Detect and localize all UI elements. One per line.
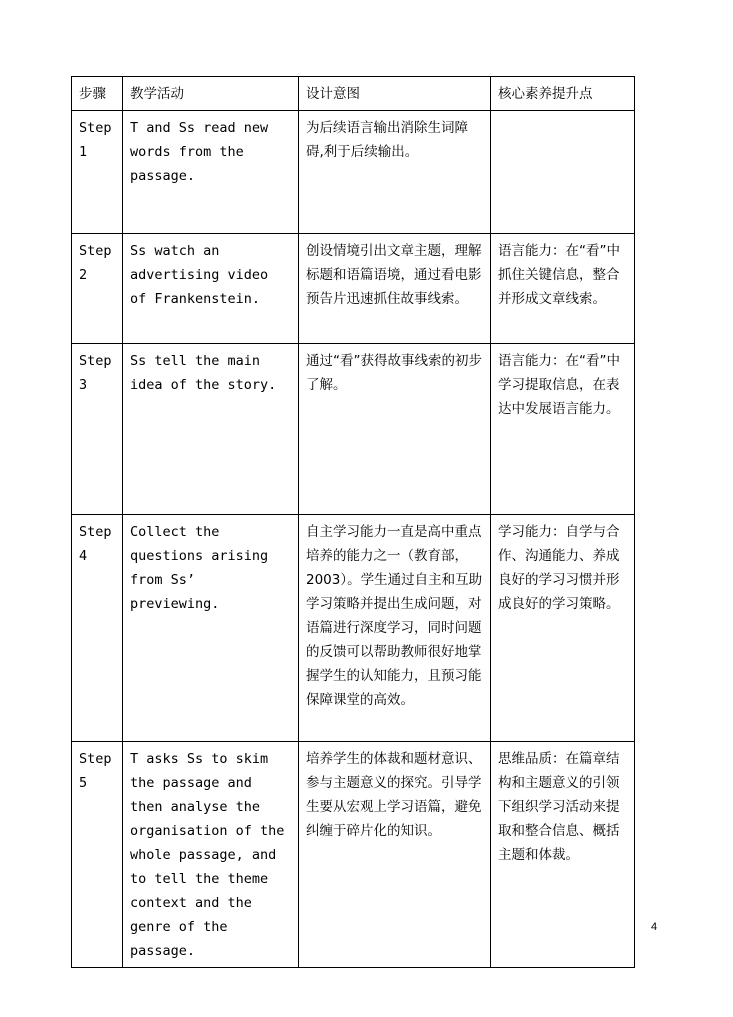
lesson-plan-table [71,76,635,968]
literacy-cell: 语言能力：在“看”中抓住关键信息，整合并形成文章线索。 [491,234,635,344]
header-purpose: 设计意图 [299,77,491,111]
header-step: 步骤 [72,77,123,111]
purpose-cell: 通过“看”获得故事线索的初步了解。 [299,344,491,515]
table-row [72,234,635,344]
table-row [72,742,635,968]
header-activity: 教学活动 [123,77,299,111]
page-number: 4 [651,921,658,933]
activity-cell: T and Ss read new words from the passage. [123,111,299,234]
activity-cell: Ss tell the main idea of the story. [123,344,299,515]
purpose-cell: 创设情境引出文章主题，理解标题和语篇语境，通过看电影预告片迅速抓住故事线索。 [299,234,491,344]
step-cell: Step 1 [72,111,123,234]
activity-cell: Ss watch an advertising video of Frankenstein. [123,234,299,344]
step-cell: Step 2 [72,234,123,344]
literacy-cell: 语言能力：在“看”中学习提取信息，在表达中发展语言能力。 [491,344,635,515]
table-header-row [72,77,635,111]
table-row [72,515,635,742]
activity-cell: Collect the questions arising from Ss’ previewing. [123,515,299,742]
literacy-cell: 思维品质：在篇章结构和主题意义的引领下组织学习活动来提取和整合信息、概括主题和体裁。 [491,742,635,968]
table-row [72,344,635,515]
purpose-cell: 培养学生的体裁和题材意识、参与主题意义的探究。引导学生要从宏观上学习语篇，避免纠缠于碎片化的知识。 [299,742,491,968]
step-cell: Step 4 [72,515,123,742]
literacy-cell: 学习能力：自学与合作、沟通能力、养成良好的学习习惯并形成良好的学习策略。 [491,515,635,742]
step-cell: Step 5 [72,742,123,968]
step-cell: Step 3 [72,344,123,515]
purpose-cell: 自主学习能力一直是高中重点培养的能力之一（教育部，2003）。学生通过自主和互助学习策略并提出生成问题，对语篇进行深度学习，同时问题的反馈可以帮助教师很好地掌握学生的认知能力，且预习能保障课堂的高效。 [299,515,491,742]
purpose-cell: 为后续语言输出消除生词障碍,利于后续输出。 [299,111,491,234]
activity-cell: T asks Ss to skim the passage and then analyse the organisation of the whole passage, and to tell the theme context and the genre of the passage. [123,742,299,968]
literacy-cell [491,111,635,234]
table-row [72,111,635,234]
header-literacy: 核心素养提升点 [491,77,635,111]
